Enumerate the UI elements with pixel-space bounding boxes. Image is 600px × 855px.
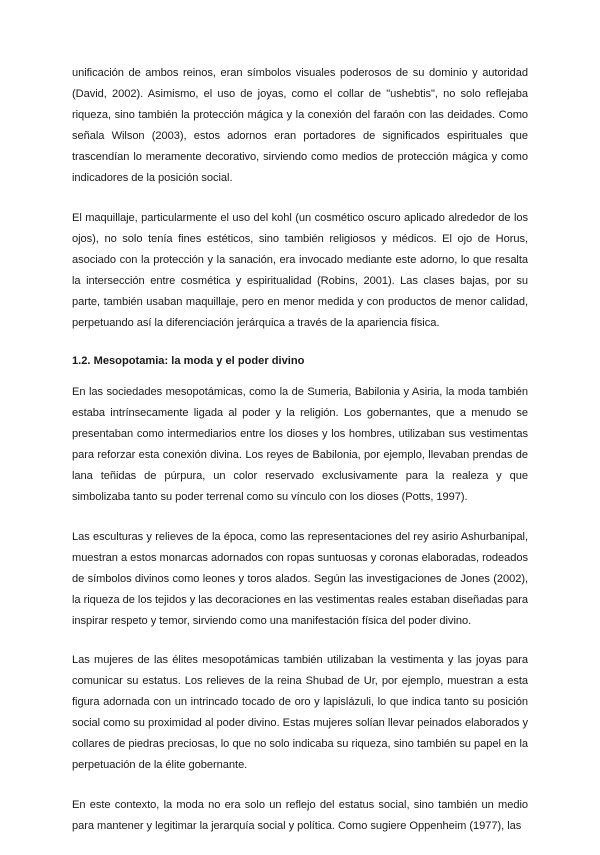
- paragraph-egypt-makeup: El maquillaje, particularmente el uso del kohl (un cosmético oscuro aplicado alrededor de los ojos), no solo tenía fines estéticos, sino también religiosos y médicos. El ojo de Horus, asociado con la protección y la sanación, era invocado mediante este adorno, lo que resalta la intersección entre cosmética y espiritualidad (Robins, 2001). Las clases bajas, por su parte, también usaban maquillaje, pero en menor medida y con productos de menor calidad, perpetuando así la diferenciación jerárquica a través de la apariencia física.: [72, 211, 528, 329]
- paragraph-mesopotamia-context: En este contexto, la moda no era solo un reflejo del estatus social, sino también un medio para mantener y legitimar la jerarquía social y política. Como sugiere Oppenheim (1977), las: [72, 798, 528, 832]
- section-heading: 1.2. Mesopotamia: la moda y el poder divino: [72, 355, 305, 367]
- paragraph-mesopotamia-sculptures: Las esculturas y relieves de la época, como las representaciones del rey asirio Ashurbanipal, muestran a estos monarcas adornados con ropas suntuosas y coronas elaboradas, rodeados de símbolos divinos como leones y toros alados. Según las investigaciones de Jones (2002), la riqueza de los tejidos y las decoraciones en las vestimentas reales estaban diseñadas para inspirar respeto y temor, sirviendo como una manifestación física del poder divino.: [72, 530, 529, 627]
- paragraph-mesopotamia-rulers: En las sociedades mesopotámicas, como la de Sumeria, Babilonia y Asiria, la moda también estaba intrínsecamente ligada al poder y la religión. Los gobernantes, que a menudo se presentaban como intermediarios entre los dioses y los hombres, utilizaban sus vestimentas para reforzar esta conexión divina. Los reyes de Babilonia, por ejemplo, llevaban prendas de lana teñidas de púrpura, un color reservado exclusivamente para la realeza y que simbolizaba tanto su poder terrenal como su vínculo con los dioses (Potts, 1997).: [72, 386, 528, 503]
- document-page: [72, 63, 528, 855]
- paragraph-egypt-jewelry: unificación de ambos reinos, eran símbolos visuales poderosos de su dominio y autoridad (David, 2002). Asimismo, el uso de joyas, como el collar de "ushebtis", no solo reflejaba riqueza, sino también la protección mágica y la conexión del faraón con las deidades. Como señala Wilson (2003), estos adornos eran portadores de significados espirituales que trascendían lo meramente decorativo, sirviendo como medios de protección mágica y como indicadores de la posición social.: [72, 67, 528, 184]
- paragraph-mesopotamia-women: Las mujeres de las élites mesopotámicas también utilizaban la vestimenta y las joyas para comunicar su estatus. Los relieves de la reina Shubad de Ur, por ejemplo, muestran a esta figura adornada con un intrincado tocado de oro y lapislázuli, lo que indica tanto su posición social como su proximidad al poder divino. Estas mujeres solían llevar peinados elaborados y collares de piedras preciosas, lo que no solo indicaba su riqueza, sino también su papel en la perpetuación de la élite gobernante.: [72, 654, 528, 771]
